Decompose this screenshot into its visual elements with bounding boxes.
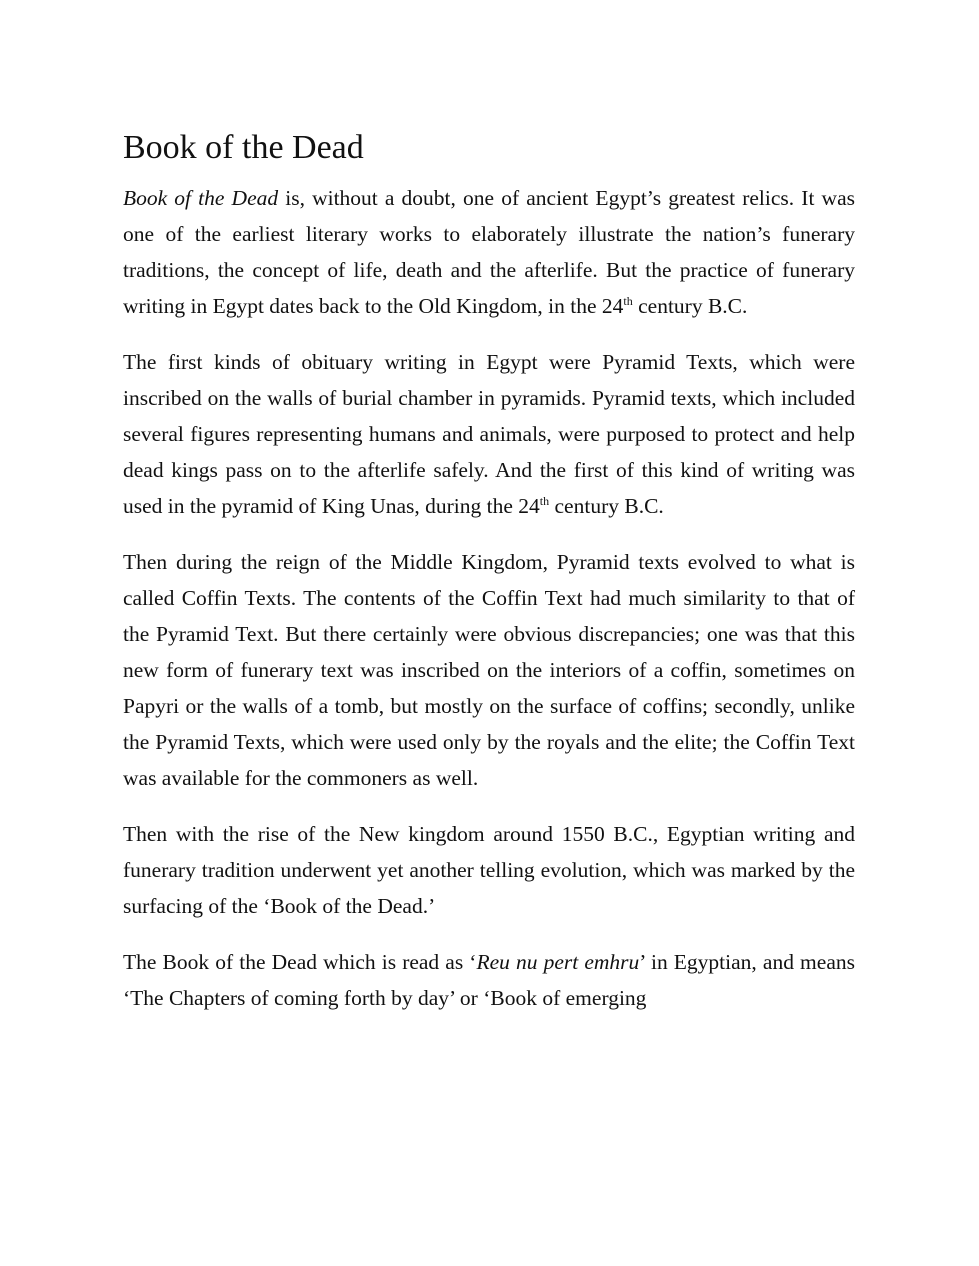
page-title: Book of the Dead <box>123 129 364 166</box>
paragraph-2-text-b: century B.C. <box>549 494 664 518</box>
paragraph-5 <box>123 944 855 1016</box>
paragraph-1-text-a: is, without a doubt, one of ancient Egypt’s greatest relics. It was one of the earliest literary works to elaborately illustrate the nation’s funerary traditions, the concept of life, death and the afterlife. But the practice of funerary writing in Egypt dates back to the Old Kingdom, in the 24 <box>123 186 855 318</box>
book-title-italic: Book of the Dead <box>123 186 279 210</box>
paragraph-1-text-b: century B.C. <box>632 294 748 318</box>
paragraph-2 <box>123 344 855 524</box>
paragraph-5-text-a: The Book of the Dead which is read as ‘ <box>123 950 477 974</box>
document-page <box>123 128 855 1036</box>
paragraph-5-text-b: ’ in Egyptian, and means ‘The Chapters of coming forth by day’ or ‘Book of emerging <box>123 950 855 1010</box>
ordinal-superscript: th <box>623 294 633 308</box>
ordinal-superscript: th <box>539 494 550 508</box>
paragraph-3: Then during the reign of the Middle Kingdom, Pyramid texts evolved to what is called Coffin Texts. The contents of the Coffin Text had much similarity to that of the Pyramid Text. But there certainly were obvious discrepancies; one was that this new form of funerary text was inscribed on the interiors of a coffin, sometimes on Papyri or the walls of a tomb, but mostly on the surface of coffins; secondly, unlike the Pyramid Texts, which were used only by the royals and the elite; the Coffin Text was available for the commoners as well. <box>123 550 855 790</box>
paragraph-4: Then with the rise of the New kingdom around 1550 B.C., Egyptian writing and funerary tradition underwent yet another telling evolution, which was marked by the surfacing of the ‘Book of the Dead.’ <box>123 822 855 918</box>
egyptian-title-italic: Reu nu pert emhru <box>476 950 640 974</box>
paragraph-1 <box>123 180 855 324</box>
paragraph-2-text-a: The first kinds of obituary writing in Egypt were Pyramid Texts, which were inscribed on the walls of burial chamber in pyramids. Pyramid texts, which included several figures representing humans and animals, were purposed to protect and help dead kings pass on to the afterlife safely. And the first of this kind of writing was used in the pyramid of King Unas, during the 24 <box>123 350 855 518</box>
